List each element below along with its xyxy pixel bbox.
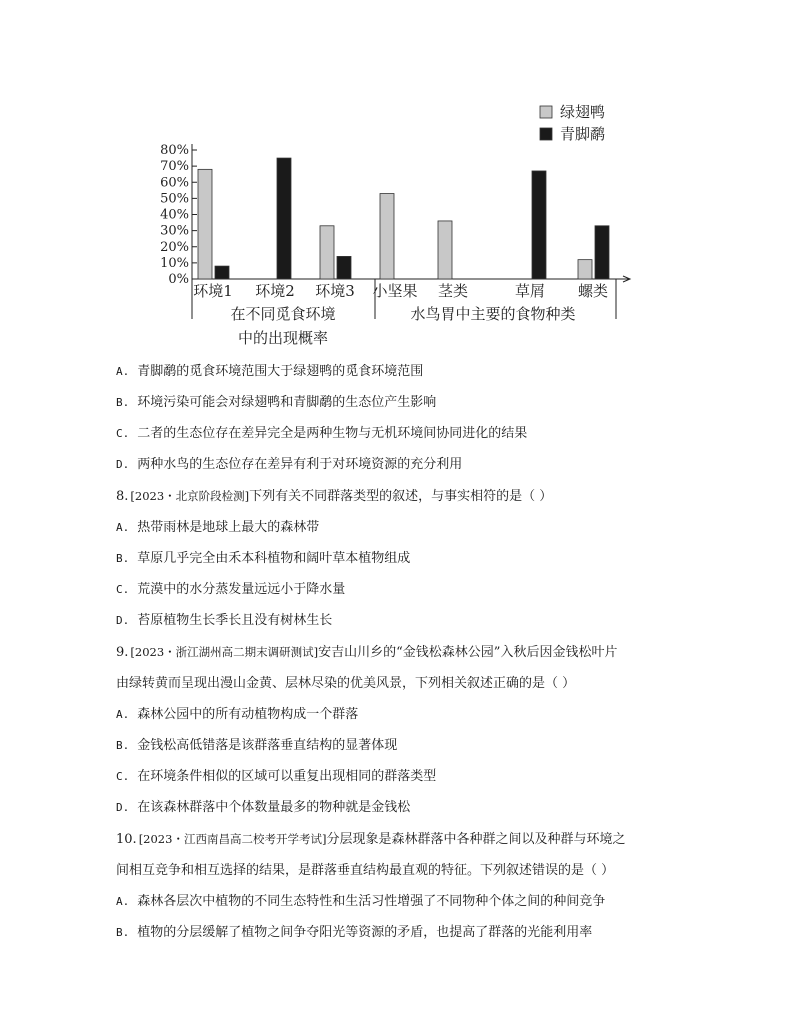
group-label: 中的出现概率 bbox=[237, 329, 329, 347]
q7-option-d bbox=[116, 457, 686, 473]
option-letter: C. bbox=[116, 770, 130, 783]
option-letter: B. bbox=[116, 396, 130, 409]
option-letter: C. bbox=[116, 583, 130, 596]
option-text: 在环境条件相似的区域可以重复出现相同的群落类型 bbox=[137, 769, 437, 784]
question-source: [2023・北京阶段检测] bbox=[130, 489, 250, 503]
option-text: 二者的生态位存在差异完全是两种生物与无机环境间协同进化的结果 bbox=[137, 426, 528, 441]
y-tick-label: 70% bbox=[160, 159, 189, 175]
bar-chart-svg bbox=[150, 96, 650, 356]
question-number: 10. bbox=[116, 832, 137, 847]
option-letter: A. bbox=[116, 708, 130, 721]
group-label: 在不同觅食环境 bbox=[230, 305, 336, 323]
option-text: 两种水鸟的生态位存在差异有利于对环境资源的充分利用 bbox=[137, 457, 463, 472]
bar bbox=[438, 221, 452, 279]
q8-option-c bbox=[116, 582, 686, 598]
questions bbox=[116, 364, 686, 956]
x-category-label: 茎类 bbox=[437, 282, 469, 300]
q9-stem-line1 bbox=[116, 644, 686, 661]
question-stem-cont: 由绿转黄而呈现出漫山金黄、层林尽染的优美风景，下列相关叙述正确的是（ ） bbox=[116, 676, 576, 691]
option-text: 青脚鹬的觅食环境范围大于绿翅鸭的觅食环境范围 bbox=[137, 364, 424, 379]
y-tick-label: 30% bbox=[160, 223, 189, 239]
option-letter: C. bbox=[116, 427, 130, 440]
question-source: [2023・浙江湖州高二期末调研测试] bbox=[130, 645, 319, 659]
option-text: 植物的分层缓解了植物之间争夺阳光等资源的矛盾，也提高了群落的光能利用率 bbox=[137, 925, 593, 940]
option-letter: A. bbox=[116, 521, 130, 534]
x-category-label: 小坚果 bbox=[372, 282, 418, 300]
q9-stem-line2 bbox=[116, 676, 686, 692]
legend-label: 青脚鹬 bbox=[560, 125, 606, 143]
bar bbox=[532, 171, 546, 279]
bar-chart bbox=[150, 96, 650, 356]
option-text: 森林各层次中植物的不同生态特性和生活习性增强了不同物种个体之间的种间竞争 bbox=[137, 894, 606, 909]
q7-option-c bbox=[116, 426, 686, 442]
option-letter: A. bbox=[116, 365, 130, 378]
q10-stem-line2 bbox=[116, 863, 686, 879]
option-text: 环境污染可能会对绿翅鸭和青脚鹬的生态位产生影响 bbox=[137, 395, 437, 410]
q9-option-d bbox=[116, 800, 686, 816]
q10-stem-line1 bbox=[116, 831, 686, 848]
q8-stem bbox=[116, 488, 686, 505]
option-text: 热带雨林是地球上最大的森林带 bbox=[137, 520, 320, 535]
option-letter: D. bbox=[116, 458, 130, 471]
option-text: 森林公园中的所有动植物构成一个群落 bbox=[137, 707, 359, 722]
q10-option-a bbox=[116, 894, 686, 910]
x-category-label: 螺类 bbox=[577, 282, 609, 300]
q9-option-b bbox=[116, 738, 686, 754]
x-category-label: 环境2 bbox=[255, 282, 295, 300]
question-stem: 下列有关不同群落类型的叙述，与事实相符的是（ ） bbox=[249, 489, 553, 504]
question-number: 9. bbox=[116, 645, 129, 660]
y-tick-label: 50% bbox=[160, 191, 189, 207]
bar bbox=[215, 266, 229, 279]
y-tick-label: 40% bbox=[160, 207, 189, 223]
q8-option-d bbox=[116, 613, 686, 629]
option-letter: A. bbox=[116, 895, 130, 908]
legend-swatch bbox=[540, 106, 552, 118]
option-letter: B. bbox=[116, 739, 130, 752]
question-source: [2023・江西南昌高二校考开学考试] bbox=[138, 832, 327, 846]
option-letter: B. bbox=[116, 552, 130, 565]
q7-option-a bbox=[116, 364, 686, 380]
question-stem: 分层现象是森林群落中各种群之间以及种群与环境之 bbox=[326, 832, 626, 847]
q7-option-b bbox=[116, 395, 686, 411]
question-stem-cont: 间相互竞争和相互选择的结果，是群落垂直结构最直观的特征。下列叙述错误的是（ ） bbox=[116, 863, 615, 878]
question-number: 8. bbox=[116, 489, 129, 504]
question-stem: 安吉山川乡的“金钱松森林公园”入秋后因金钱松叶片 bbox=[318, 645, 618, 660]
bar bbox=[578, 260, 592, 279]
option-text: 苔原植物生长季长且没有树林生长 bbox=[137, 613, 333, 628]
legend-label: 绿翅鸭 bbox=[560, 103, 606, 121]
x-category-label: 草屑 bbox=[514, 282, 546, 300]
option-text: 金钱松高低错落是该群落垂直结构的显著体现 bbox=[137, 738, 398, 753]
q10-option-b bbox=[116, 925, 686, 941]
x-category-label: 环境1 bbox=[193, 282, 233, 300]
bar bbox=[380, 194, 394, 279]
option-letter: B. bbox=[116, 926, 130, 939]
legend-swatch bbox=[540, 128, 552, 140]
bar bbox=[320, 226, 334, 279]
y-tick-label: 20% bbox=[160, 239, 189, 255]
bar bbox=[198, 169, 212, 279]
x-category-label: 环境3 bbox=[315, 282, 355, 300]
q9-option-a bbox=[116, 707, 686, 723]
option-text: 荒漠中的水分蒸发量远远小于降水量 bbox=[137, 582, 346, 597]
option-letter: D. bbox=[116, 614, 130, 627]
option-text: 草原几乎完全由禾本科植物和阔叶草本植物组成 bbox=[137, 551, 411, 566]
group-label: 水鸟胃中主要的食物种类 bbox=[410, 305, 576, 323]
option-letter: D. bbox=[116, 801, 130, 814]
bar bbox=[277, 158, 291, 279]
q8-option-a bbox=[116, 520, 686, 536]
bar bbox=[337, 256, 351, 279]
y-tick-label: 60% bbox=[160, 175, 189, 191]
y-tick-label: 10% bbox=[160, 255, 189, 271]
option-text: 在该森林群落中个体数量最多的物种就是金钱松 bbox=[137, 800, 411, 815]
bar bbox=[595, 226, 609, 279]
y-tick-label: 80% bbox=[160, 143, 189, 158]
q8-option-b bbox=[116, 551, 686, 567]
y-tick-label: 0% bbox=[168, 272, 189, 287]
q9-option-c bbox=[116, 769, 686, 785]
